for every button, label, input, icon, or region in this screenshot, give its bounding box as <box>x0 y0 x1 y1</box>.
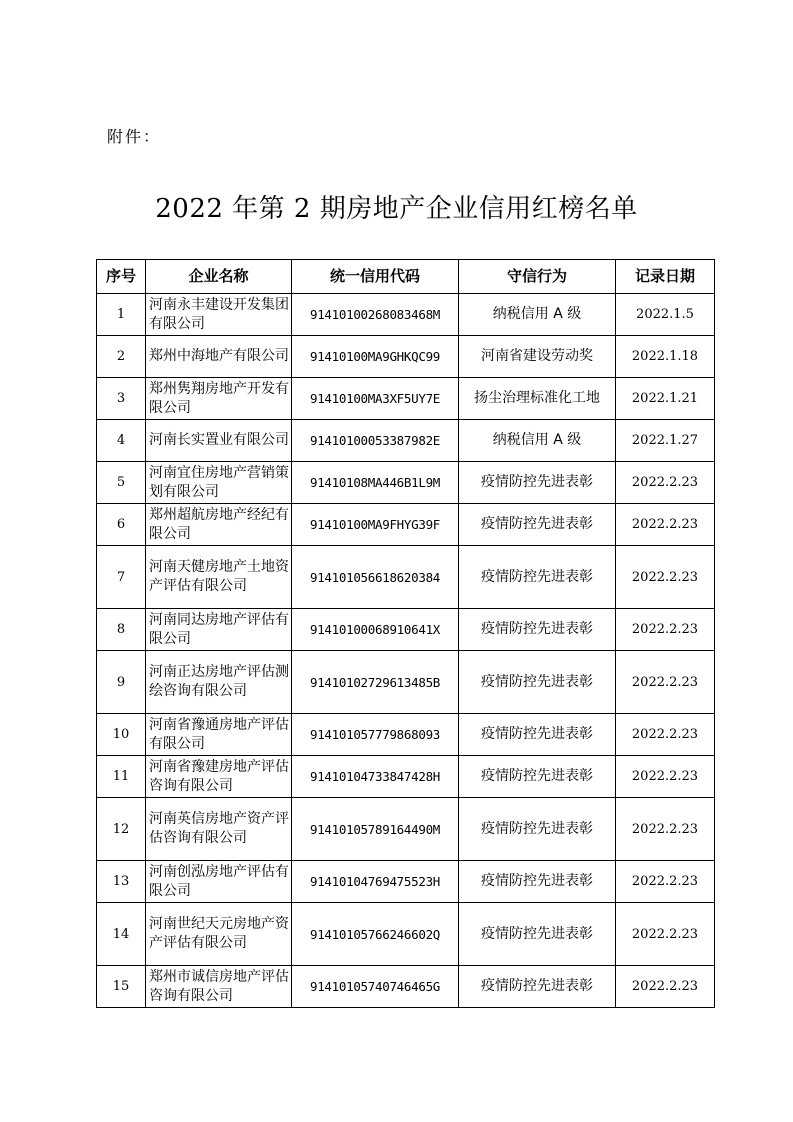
cell-code: 914101056618620384 <box>292 546 459 609</box>
cell-seq: 1 <box>97 294 146 336</box>
cell-code: 91410105789164490M <box>292 798 459 861</box>
cell-seq: 10 <box>97 714 146 756</box>
cell-name: 河南省豫通房地产评估有限公司 <box>146 714 292 756</box>
cell-name: 郑州超航房地产经纪有限公司 <box>146 504 292 546</box>
cell-date: 2022.2.23 <box>616 966 715 1008</box>
cell-code: 91410100053387982E <box>292 420 459 462</box>
cell-date: 2022.1.5 <box>616 294 715 336</box>
cell-date: 2022.1.27 <box>616 420 715 462</box>
table-row <box>97 651 715 714</box>
cell-code: 91410100MA9GHKQC99 <box>292 336 459 378</box>
cell-code: 91410108MA446B1L9M <box>292 462 459 504</box>
cell-behavior: 疫情防控先进表彰 <box>459 546 616 609</box>
cell-seq: 4 <box>97 420 146 462</box>
cell-behavior: 疫情防控先进表彰 <box>459 966 616 1008</box>
cell-seq: 3 <box>97 378 146 420</box>
table-row <box>97 756 715 798</box>
cell-date: 2022.2.23 <box>616 756 715 798</box>
cell-name: 河南同达房地产评估有限公司 <box>146 609 292 651</box>
table-row <box>97 420 715 462</box>
table-row <box>97 462 715 504</box>
cell-date: 2022.1.21 <box>616 378 715 420</box>
cell-name: 河南世纪天元房地产资产评估有限公司 <box>146 903 292 966</box>
cell-date: 2022.2.23 <box>616 798 715 861</box>
cell-name: 河南天健房地产土地资产评估有限公司 <box>146 546 292 609</box>
cell-name: 郑州市诚信房地产评估咨询有限公司 <box>146 966 292 1008</box>
cell-seq: 6 <box>97 504 146 546</box>
cell-behavior: 疫情防控先进表彰 <box>459 756 616 798</box>
cell-behavior: 疫情防控先进表彰 <box>459 504 616 546</box>
cell-name: 河南长实置业有限公司 <box>146 420 292 462</box>
cell-behavior: 纳税信用 A 级 <box>459 294 616 336</box>
cell-behavior: 疫情防控先进表彰 <box>459 462 616 504</box>
cell-name: 河南创泓房地产评估有限公司 <box>146 861 292 903</box>
cell-seq: 7 <box>97 546 146 609</box>
cell-behavior: 疫情防控先进表彰 <box>459 651 616 714</box>
red-list-table <box>96 259 715 1008</box>
cell-name: 河南省豫建房地产评估咨询有限公司 <box>146 756 292 798</box>
cell-behavior: 疫情防控先进表彰 <box>459 903 616 966</box>
cell-name: 河南正达房地产评估测绘咨询有限公司 <box>146 651 292 714</box>
cell-seq: 5 <box>97 462 146 504</box>
header-date: 记录日期 <box>616 260 715 294</box>
cell-code: 91410100MA3XF5UY7E <box>292 378 459 420</box>
cell-date: 2022.2.23 <box>616 546 715 609</box>
cell-seq: 8 <box>97 609 146 651</box>
table-row <box>97 546 715 609</box>
cell-date: 2022.1.18 <box>616 336 715 378</box>
table-row <box>97 714 715 756</box>
cell-behavior: 纳税信用 A 级 <box>459 420 616 462</box>
cell-code: 91410100268083468M <box>292 294 459 336</box>
cell-name: 河南永丰建设开发集团有限公司 <box>146 294 292 336</box>
cell-date: 2022.2.23 <box>616 861 715 903</box>
cell-behavior: 疫情防控先进表彰 <box>459 798 616 861</box>
cell-name: 郑州隽翔房地产开发有限公司 <box>146 378 292 420</box>
cell-code: 91410104733847428H <box>292 756 459 798</box>
cell-seq: 14 <box>97 903 146 966</box>
attachment-label: 附件： <box>107 127 162 146</box>
table-row <box>97 336 715 378</box>
cell-behavior: 扬尘治理标准化工地 <box>459 378 616 420</box>
table-header-row <box>97 260 715 294</box>
table-row <box>97 966 715 1008</box>
cell-name: 河南英信房地产资产评估咨询有限公司 <box>146 798 292 861</box>
table-row <box>97 504 715 546</box>
cell-date: 2022.2.23 <box>616 651 715 714</box>
table-row <box>97 798 715 861</box>
cell-date: 2022.2.23 <box>616 504 715 546</box>
header-name: 企业名称 <box>146 260 292 294</box>
table-row <box>97 609 715 651</box>
cell-date: 2022.2.23 <box>616 609 715 651</box>
table-row <box>97 903 715 966</box>
header-behavior: 守信行为 <box>459 260 616 294</box>
cell-date: 2022.2.23 <box>616 903 715 966</box>
cell-behavior: 河南省建设劳动奖 <box>459 336 616 378</box>
cell-code: 91410102729613485B <box>292 651 459 714</box>
cell-seq: 11 <box>97 756 146 798</box>
cell-code: 91410105740746465G <box>292 966 459 1008</box>
cell-behavior: 疫情防控先进表彰 <box>459 609 616 651</box>
cell-seq: 9 <box>97 651 146 714</box>
table-row <box>97 378 715 420</box>
cell-date: 2022.2.23 <box>616 462 715 504</box>
table-row <box>97 294 715 336</box>
header-seq: 序号 <box>97 260 146 294</box>
cell-code: 914101057779868093 <box>292 714 459 756</box>
cell-name: 河南宜住房地产营销策划有限公司 <box>146 462 292 504</box>
cell-seq: 13 <box>97 861 146 903</box>
cell-behavior: 疫情防控先进表彰 <box>459 714 616 756</box>
cell-code: 91410100MA9FHYG39F <box>292 504 459 546</box>
cell-code: 91410104769475523H <box>292 861 459 903</box>
cell-name: 郑州中海地产有限公司 <box>146 336 292 378</box>
table-row <box>97 861 715 903</box>
cell-date: 2022.2.23 <box>616 714 715 756</box>
cell-seq: 2 <box>97 336 146 378</box>
header-code: 统一信用代码 <box>292 260 459 294</box>
document-title: 2022 年第 2 期房地产企业信用红榜名单 <box>155 194 638 224</box>
cell-seq: 12 <box>97 798 146 861</box>
cell-code: 91410100068910641X <box>292 609 459 651</box>
cell-seq: 15 <box>97 966 146 1008</box>
cell-behavior: 疫情防控先进表彰 <box>459 861 616 903</box>
cell-code: 91410105766246602Q <box>292 903 459 966</box>
